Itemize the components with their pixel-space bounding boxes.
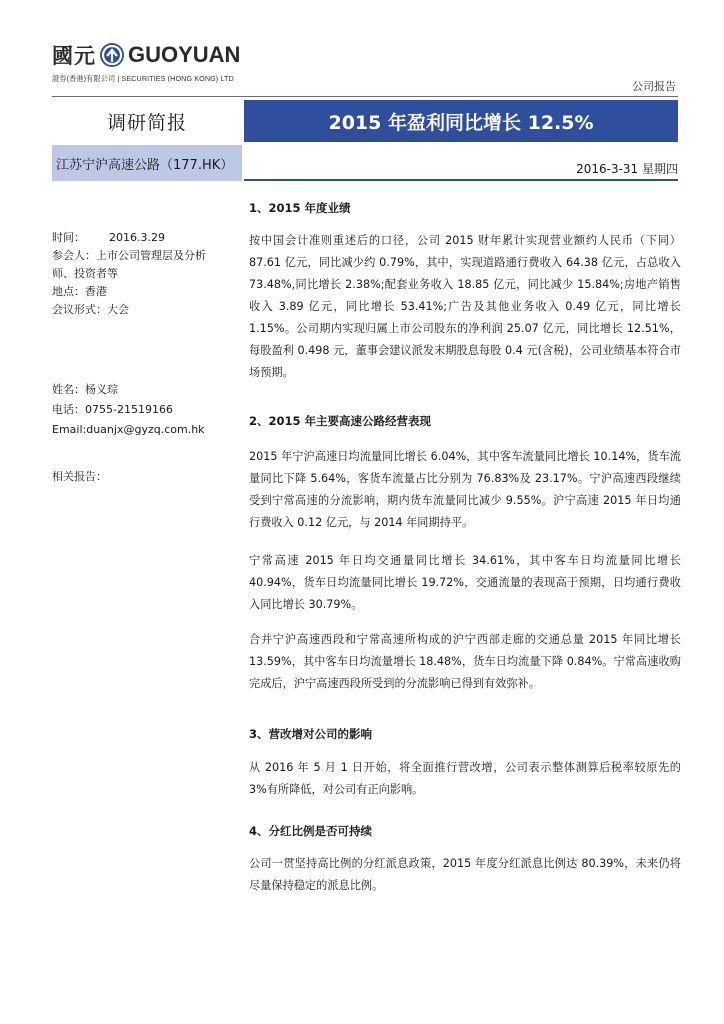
analyst-email[interactable]: Email:duanjx@gyzq.com.hk (52, 423, 205, 436)
analyst-contact (52, 380, 205, 440)
report-title: 2015 年盈利同比增长 12.5% (244, 100, 678, 142)
company-logo (52, 40, 252, 100)
meeting-location: 地点：香港 (52, 285, 107, 298)
logo-cn-text: 國元 (52, 43, 96, 68)
meeting-format: 会议形式：大会 (52, 303, 129, 316)
analyst-phone: 电话：0755-21519166 (52, 403, 173, 416)
report-date: 2016-3-31 星期四 (576, 162, 678, 176)
date-divider (244, 179, 678, 181)
logo-subtitle: 證券(香港)有限公司 | SECURITIES (HONG KONG) LTD (52, 74, 234, 83)
section-heading-3: 3、营改增对公司的影响 (249, 727, 373, 741)
section-2-paragraph-1: 2015 年宁沪高速日均流量同比增长 6.04%，其中客车流量同比增长 10.14%，货车流量同比下降 5.64%，客货车流量占比分别为 76.83%及 23.17%。宁沪高速西段继续受到宁常高速的分流影响，期内货车流量同比减少 9.55%。沪宁高速 2015 年日均通行费收入 0.12 亿元，与 2014 年同期持平。 (249, 450, 681, 529)
section-heading-1: 1、2015 年度业绩 (249, 201, 351, 215)
section-2-paragraph-2: 宁常高速 2015 年日均交通量同比增长 34.61%，其中客车日均流量同比增长 40.94%，货车日均流量同比增长 19.72%，交通流量的表现高于预期，日均通行费收入同比增长 30.79%。 (249, 554, 681, 611)
section-2-paragraph-3: 合并宁沪高速西段和宁常高速所构成的沪宁西部走廊的交通总量 2015 年同比增长 13.59%，其中客车日均流量增长 18.48%，货车日均流量下降 0.84%。宁常高速收购完成后，沪宁高速西段所受到的分流影响已得到有效弥补。 (249, 633, 681, 690)
meeting-time: 时间： 2016.3.29 (52, 231, 165, 244)
analyst-name: 姓名：杨义琮 (52, 383, 118, 396)
section-1-paragraph: 按中国会计准则重述后的口径，公司 2015 财年累计实现营业额约人民币（下同）87.61 亿元，同比减少约 0.79%，其中，实现道路通行费收入 64.38 亿元，占总收入 73.48%,同比增长 2.38%;配套业务收入 18.85 亿元，同比减少 15.84%;房地产销售收入 3.89 亿元，同比增长 53.41%;广告及其他业务收入 0.49 亿元，同比增长 1.15%。公司期内实现归属上市公司股东的净利润 25.07 亿元，同比增长 12.51%，每股盈利 0.498 元，董事会建议派发末期股息每股 0.4 元(含税)，公司业绩基本符合市场预期。 (249, 234, 681, 379)
meeting-info (52, 229, 206, 319)
document-type: 公司报告 (632, 80, 676, 93)
header-divider (52, 96, 678, 97)
logo-en-text: GUOYUAN (128, 42, 241, 67)
company-name: 江苏宁沪高速公路（177.HK） (52, 145, 242, 181)
related-reports: 相关报告： (52, 470, 107, 483)
meeting-attendees-1: 参会人：上市公司管理层及分析 (52, 249, 206, 262)
section-3-paragraph: 从 2016 年 5 月 1 日开始，将全面推行营改增，公司表示整体测算后税率较原先的 3%有所降低，对公司有正向影响。 (249, 761, 681, 796)
meeting-attendees-2: 师、投资者等 (52, 267, 118, 280)
section-heading-4: 4、分红比例是否可持续 (249, 824, 373, 838)
report-kind: 调研简报 (106, 111, 187, 134)
section-heading-2: 2、2015 年主要高速公路经营表现 (249, 414, 432, 428)
section-4-paragraph: 公司一贯坚持高比例的分红派息政策，2015 年度分红派息比例达 80.39%，未来仍将尽量保持稳定的派息比例。 (249, 857, 681, 892)
logo-mark-icon (99, 42, 125, 68)
